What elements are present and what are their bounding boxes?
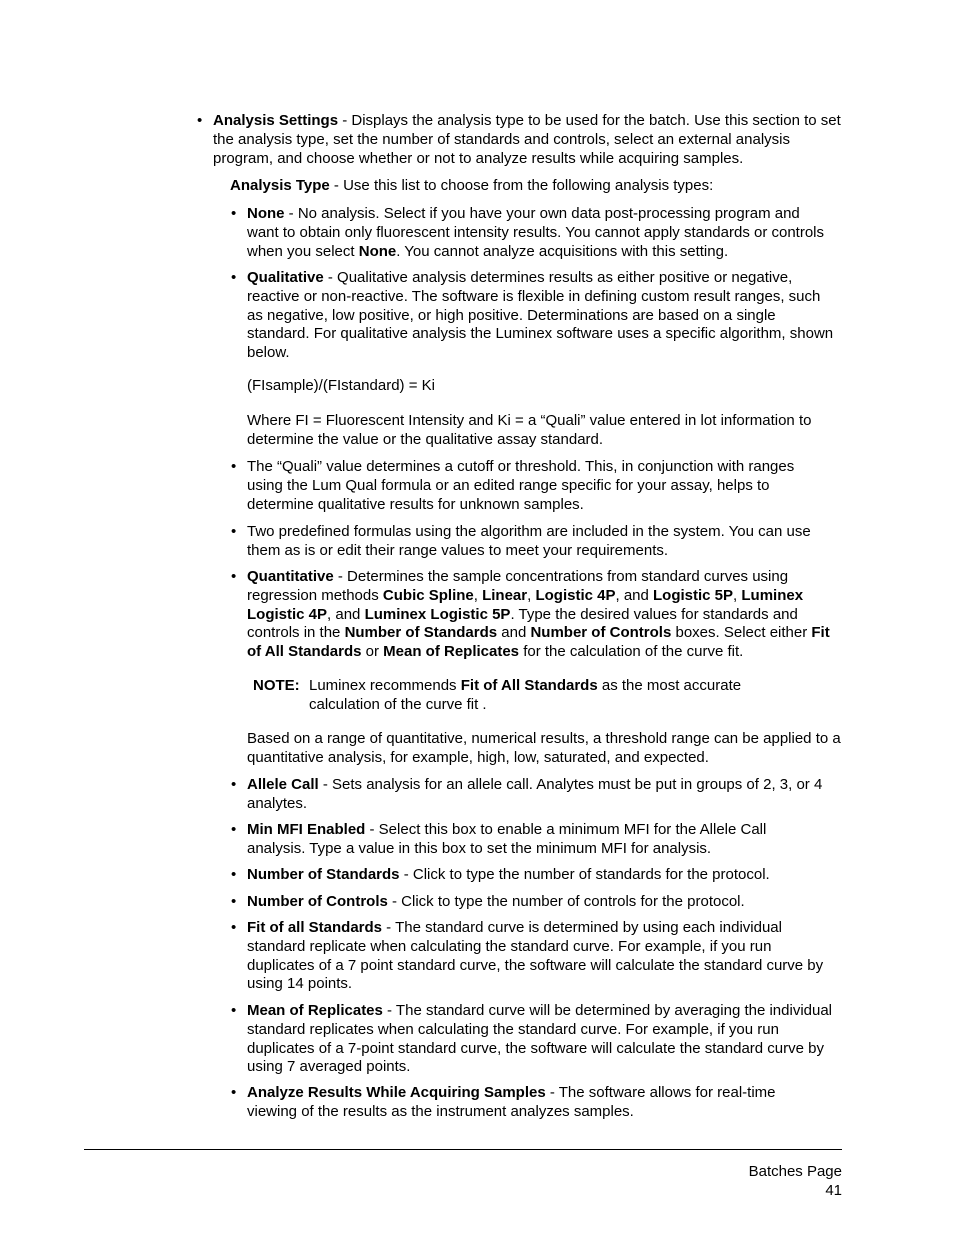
bullet: • xyxy=(231,568,237,585)
fit-of-all-standards-item xyxy=(247,919,832,994)
field-name: Number of Standards xyxy=(344,624,498,642)
bullet: • xyxy=(231,205,237,222)
description: . You cannot analyze acquisitions with this setting. xyxy=(396,242,729,260)
description: - Click to type the number of standards for the protocol. xyxy=(399,866,770,883)
bullet: • xyxy=(231,821,237,838)
bullet: • xyxy=(231,458,237,475)
method: Luminex Logistic 5P xyxy=(364,605,511,623)
description: - Displays the analysis type to be used for the batch. Use this section to set the analysis type, set the number of standards and controls, select an external analysis program, and choose whether or not to analyze results while acquiring samples. xyxy=(213,112,841,167)
term: Mean of Replicates xyxy=(247,1002,383,1019)
description: - The standard curve is determined by using each individual standard replicate when calculating the standard curve. For example, if you run duplicates of a 7 point standard curve, the software will calculate the standard curve by using 14 points. xyxy=(247,919,824,993)
bullet: • xyxy=(231,893,237,910)
term: Analyze Results While Acquiring Samples xyxy=(247,1084,546,1101)
text: boxes. Select either xyxy=(671,624,812,642)
text: , xyxy=(733,586,742,604)
field-name: Number of Controls xyxy=(530,624,672,642)
based-on-paragraph: Based on a range of quantitative, numerical results, a threshold range can be applied to a quantitative analysis, for example, high, low, saturated, and expected. xyxy=(247,730,841,766)
text: as the most accurate calculation of the curve fit . xyxy=(309,677,742,713)
term: Min MFI Enabled xyxy=(247,821,366,838)
term: None xyxy=(247,205,285,222)
formula: (FIsample)/(FIstandard) = Ki xyxy=(247,377,435,394)
page-number: 41 xyxy=(825,1181,842,1199)
description: - The software allows for real-time viewing of the results as the instrument analyzes samples. xyxy=(247,1084,776,1120)
text: for the calculation of the curve fit. xyxy=(519,643,744,661)
page-footer xyxy=(749,1163,842,1200)
quantitative-item xyxy=(247,568,837,662)
two-formulas-item: Two predefined formulas using the algorithm are included in the system. You can use them as is or edit their range values to meet your requirements. xyxy=(247,523,811,559)
option-name: Mean of Replicates xyxy=(383,643,520,661)
option-name: Fit of All Standards xyxy=(247,624,830,661)
number-of-controls-item xyxy=(247,893,842,912)
text: and xyxy=(497,624,531,642)
option-name: Fit of All Standards xyxy=(460,677,598,694)
text: Luminex recommends xyxy=(309,677,461,694)
analysis-settings-paragraph xyxy=(213,112,845,168)
allele-call-item xyxy=(247,776,839,814)
qualitative-item xyxy=(247,269,839,363)
bullet: • xyxy=(231,269,237,286)
where-paragraph: Where FI = Fluorescent Intensity and Ki = a “Quali” value entered in lot information to determine the value or the qualitative assay standard. xyxy=(247,412,812,448)
term: Number of Standards xyxy=(247,866,400,883)
text: - Determines the sample concentrations from standard curves using regression methods xyxy=(247,568,789,604)
method: Logistic 4P xyxy=(535,586,616,604)
method: Cubic Spline xyxy=(382,586,474,604)
text: . Type the desired values for standards and controls in the xyxy=(247,605,798,642)
term: Allele Call xyxy=(247,776,319,793)
bullet: • xyxy=(231,919,237,936)
term: Analysis Settings xyxy=(213,112,339,129)
none-item xyxy=(247,205,829,261)
footer-divider xyxy=(84,1149,842,1150)
description: - Use this list to choose from the following analysis types: xyxy=(329,177,714,194)
text: , and xyxy=(327,605,365,623)
method: Linear xyxy=(482,586,528,604)
description: - The standard curve will be determined by averaging the individual standard replicates when calculating the standard curve. For example, if you run duplicates of a 7-point standard curve, the software will calculate the standard curve by using 7 averaged points. xyxy=(247,1002,833,1076)
quali-cutoff-item: The “Quali” value determines a cutoff or threshold. This, in conjunction with ranges using the Lum Qual formula or an edited range specific for your assay, helps to determine qualitative results for unknown samples. xyxy=(247,458,795,513)
term: None xyxy=(358,242,397,260)
term: Number of Controls xyxy=(247,893,388,910)
description: - Qualitative analysis determines results as either positive or negative, reactive or non-reactive. The software is flexible in defining custom result ranges, such as negative, low positive, or high positive. Determinations are based on a single standard. For qualitative analysis the Luminex software uses a specific algorithm, shown below. xyxy=(247,269,834,362)
term: Qualitative xyxy=(247,269,324,286)
description: - Sets analysis for an allele call. Analytes must be put in groups of 2, 3, or 4 analytes. xyxy=(247,776,823,812)
bullet: • xyxy=(231,776,237,793)
method: Logistic 5P xyxy=(653,586,734,604)
text: or xyxy=(361,643,384,661)
description: - Click to type the number of controls for the protocol. xyxy=(387,893,745,910)
bullet: • xyxy=(231,523,237,540)
note-text xyxy=(309,677,779,715)
number-of-standards-item xyxy=(247,866,842,885)
term: Quantitative xyxy=(247,568,334,585)
bullet: • xyxy=(231,1084,237,1101)
bullet: • xyxy=(231,866,237,883)
analysis-type-paragraph xyxy=(230,177,842,196)
text: , xyxy=(527,586,536,604)
analyze-while-acquiring-item xyxy=(247,1084,807,1122)
footer-section-title: Batches Page xyxy=(748,1163,842,1180)
method: Luminex Logistic 4P xyxy=(247,586,804,623)
term: Fit of all Standards xyxy=(247,919,383,936)
bullet: • xyxy=(231,1002,237,1019)
term: Analysis Type xyxy=(230,177,330,194)
mean-of-replicates-item xyxy=(247,1002,842,1077)
text: , xyxy=(473,586,483,604)
min-mfi-item xyxy=(247,821,807,859)
text: , and xyxy=(615,586,654,604)
note-label: NOTE: xyxy=(253,677,300,694)
bullet: • xyxy=(197,112,203,129)
description: - Select this box to enable a minimum MFI for the Allele Call analysis. Type a value in this box to set the minimum MFI for analysis. xyxy=(247,821,767,857)
description: - No analysis. Select if you have your own data post-processing program and want to obtain only fluorescent intensity results. You cannot apply standards or controls when you select xyxy=(247,205,825,260)
